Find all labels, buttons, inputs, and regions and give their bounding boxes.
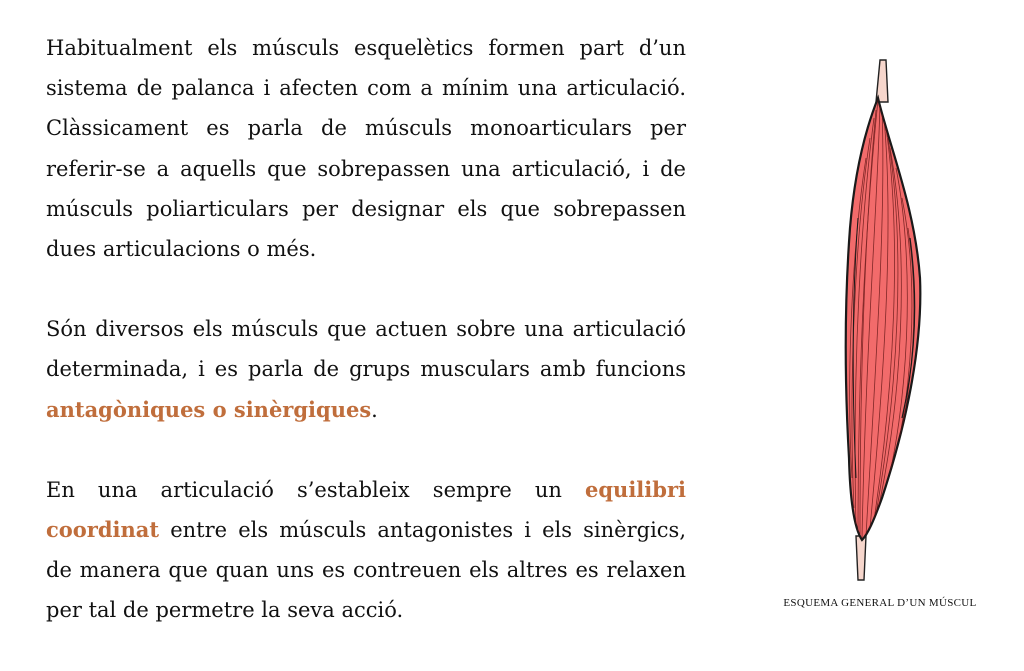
tendon-bottom (856, 536, 866, 580)
paragraph-3 (46, 470, 686, 631)
paragraph-2 (46, 309, 686, 430)
paragraph-3-text-before: En una articulació s’estableix sempre un (46, 477, 586, 502)
muscle-illustration (770, 58, 990, 588)
paragraph-1 (46, 28, 686, 269)
paragraph-2-text-before: Són diversos els músculs que actuen sobre una articulació determinada, i es parla de grups musculars amb funcions (46, 317, 686, 382)
paragraph-2-text-after: . (371, 397, 378, 422)
figure-caption: ESQUEMA GENERAL D’UN MÚSCUL (783, 597, 977, 609)
link-antagoniques-sinergiques[interactable]: antagòniques o sinèrgiques (46, 396, 372, 422)
muscle-figure (770, 58, 990, 628)
paragraph-1-text: Habitualment els músculs esquelètics formen part d’un sistema de palanca i afecten com a mínim una articulació. Clàssicament es parla de músculs monoarticulars per referir-se a aquells que sobrepassen una articulació, i de músculs poliarticulars per designar els que sobrepassen dues articulacions o més. (46, 36, 686, 262)
paragraph-3-text-after: entre els músculs antagonistes i els sinèrgics, de manera que quan uns es contreuen els altres es relaxen per tal de permetre la seva acció. (46, 518, 686, 623)
text-column (46, 28, 686, 671)
link-equilibri-coordinat[interactable]: equilibri coordinat (46, 476, 686, 543)
